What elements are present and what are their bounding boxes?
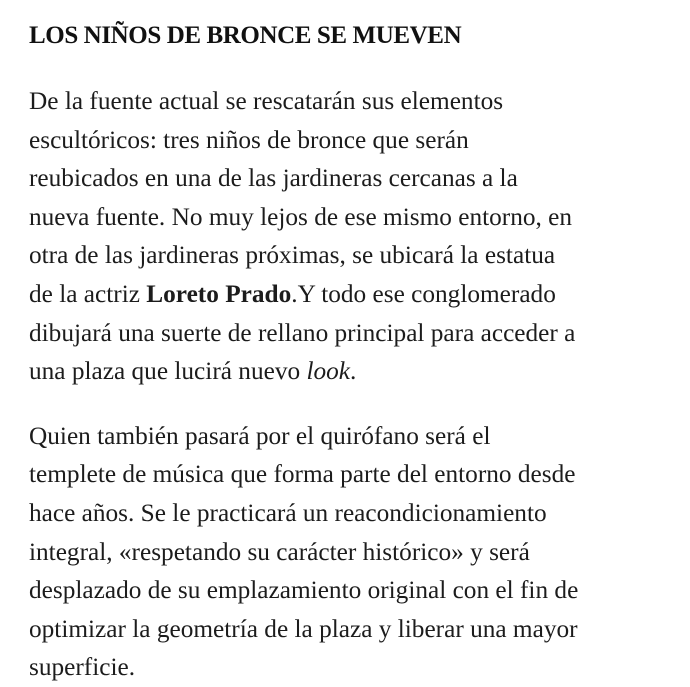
paragraph-line: Quien también pasará por el quirófano será el — [29, 421, 491, 450]
paragraph-line: integral, «respetando su carácter histórico» y será — [29, 537, 530, 566]
paragraph-line: desplazado de su emplazamiento original con el fin de — [29, 576, 579, 605]
line-text: . — [350, 357, 357, 386]
paragraph-line: nueva fuente. No muy lejos de ese mismo entorno, en — [29, 202, 573, 231]
loreto-prado-name: Loreto Prado — [146, 279, 292, 308]
paragraph-line: templete de música que forma parte del entorno desde — [29, 460, 576, 489]
paragraph-line: hace años. Se le practicará un reacondicionamiento — [29, 498, 547, 527]
paragraph-line: escultóricos: tres niños de bronce que serán — [29, 125, 469, 154]
line-text: .Y todo ese conglomerado — [291, 279, 556, 308]
paragraph-line: superficie. — [29, 653, 136, 682]
paragraph-line: dibujará una suerte de rellano principal para acceder a — [29, 318, 576, 347]
paragraph-fuente — [29, 82, 669, 391]
line-text: de la actriz — [29, 279, 147, 308]
look-emphasis: look — [306, 357, 351, 386]
section-heading: LOS NIÑOS DE BRONCE SE MUEVEN — [29, 22, 462, 49]
paragraph-templete — [29, 417, 669, 687]
paragraph-line — [29, 275, 669, 314]
line-text: una plaza que lucirá nuevo — [29, 357, 307, 386]
paragraph-line: reubicados en una de las jardineras cercanas a la — [29, 164, 518, 193]
paragraph-line: otra de las jardineras próximas, se ubicará la estatua — [29, 241, 556, 270]
paragraph-line — [29, 352, 669, 391]
article-body — [29, 18, 669, 687]
paragraph-line: De la fuente actual se rescatarán sus elementos — [29, 87, 504, 115]
paragraph-line: optimizar la geometría de la plaza y liberar una mayor — [29, 614, 578, 643]
